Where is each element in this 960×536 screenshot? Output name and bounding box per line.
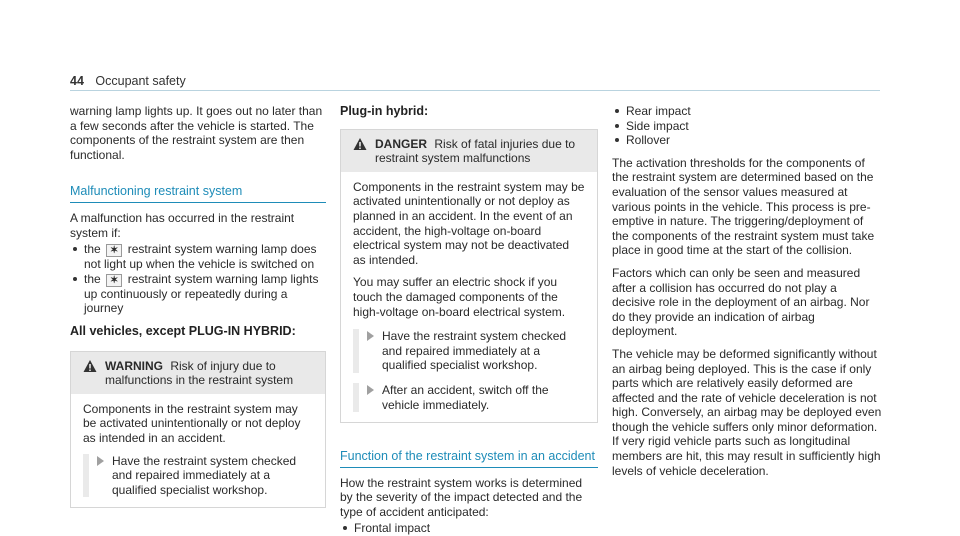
danger-title: Risk of fatal injuries due to restraint system malfunctions — [375, 136, 576, 166]
list-item: the ✶ restraint system warning lamp lights up continuously or repeatedly during a journey — [70, 272, 326, 316]
danger-body-2: You may suffer an electric shock if you touch the damaged components of the high-voltage on-board electrical system. — [353, 275, 566, 319]
danger-box-body — [341, 172, 597, 422]
paragraph-factors: Factors which can only be seen and measured after a collision has occurred do not play a decisive role in the deployment of an airbag. Nor do they provide an indication of airbag deployment. — [612, 265, 870, 339]
page-header — [70, 74, 186, 88]
danger-step-1 — [353, 329, 585, 373]
arrow-right-icon — [367, 385, 374, 395]
accident-type-list — [340, 521, 598, 536]
list-item: Side impact — [612, 119, 882, 134]
danger-step-1-text: Have the restraint system checked and repaired immediately at a qualified specialist workshop. — [382, 329, 567, 373]
airbag-warning-lamp-icon: ✶ — [106, 244, 122, 257]
paragraph-thresholds: The activation thresholds for the components of the restraint system are determined based on the evaluation of the sensor values measured at various points in the vehicle. This process is pre-emptive in nature. The triggering/deployment of the components of the restraint system must take place in good time at the start of the collision. — [612, 155, 875, 258]
list-item: Frontal impact — [340, 521, 598, 536]
warning-triangle-icon — [83, 359, 97, 373]
list-item: Rear impact — [612, 104, 882, 119]
warning-box-header — [71, 352, 325, 394]
warning-label: WARNING — [105, 358, 163, 373]
danger-step-2 — [353, 383, 585, 412]
warning-step-text: Have the restraint system checked and repaired immediately at a qualified specialist workshop. — [112, 453, 297, 497]
warning-title: Risk of injury due to malfunctions in the restraint system — [105, 358, 294, 388]
paragraph-deformation: The vehicle may be deformed significantly without an airbag being deployed. This is the case if only parts which are relatively easily deformed are affected and the rate of vehicle deceleration is not high. Conversely, an airbag may be deployed even though the vehicle suffers only minor deformation. If very rigid vehicle parts such as longitudinal members are hit, this may result in sufficiently high levels of vehicle deceleration. — [612, 346, 882, 478]
section-title-malfunction: Malfunctioning restraint system — [70, 184, 326, 203]
section-title-function: Function of the restraint system in an accident — [340, 449, 598, 468]
danger-body-1: Components in the restraint system may be activated unintentionally or not deploy as planned in an accident. In the event of an accident, the high-voltage on-board electrical system may not be deactivated as intended. — [353, 179, 585, 267]
warning-box-body — [71, 394, 325, 508]
danger-box — [340, 129, 598, 424]
subhead-plug-in-hybrid: Plug-in hybrid: — [340, 104, 429, 118]
header-section: Occupant safety — [95, 74, 186, 88]
danger-box-header — [341, 130, 597, 172]
intro-text: warning lamp lights up. It goes out no later than a few seconds after the vehicle is started. The components of the restraint system are then functional. — [70, 104, 323, 162]
danger-label: DANGER — [375, 136, 428, 151]
danger-step-2-text: After an accident, switch off the vehicle immediately. — [382, 382, 549, 412]
arrow-right-icon — [97, 456, 104, 466]
accident-type-list-continued — [612, 104, 882, 148]
malfunction-intro: A malfunction has occurred in the restraint system if: — [70, 210, 295, 240]
subhead-all-vehicles: All vehicles, except PLUG-IN HYBRID: — [70, 323, 296, 338]
header-rule — [70, 90, 880, 91]
page-number: 44 — [70, 74, 84, 88]
column-3 — [612, 104, 882, 478]
warning-box — [70, 351, 326, 509]
malfunction-list — [70, 242, 326, 316]
warning-body: Components in the restraint system may be activated unintentionally or not deploy as intended in an accident. — [83, 401, 301, 445]
warning-triangle-icon — [353, 137, 367, 151]
list-item: Rollover — [612, 133, 882, 148]
column-2 — [340, 104, 598, 536]
airbag-warning-lamp-icon: ✶ — [106, 274, 122, 287]
function-intro: How the restraint system works is determined by the severity of the impact detected and the type of accident anticipated: — [340, 475, 583, 519]
list-item: the ✶ restraint system warning lamp does not light up when the vehicle is switched on — [70, 242, 326, 272]
column-1 — [70, 104, 326, 508]
warning-step — [83, 454, 313, 498]
arrow-right-icon — [367, 331, 374, 341]
